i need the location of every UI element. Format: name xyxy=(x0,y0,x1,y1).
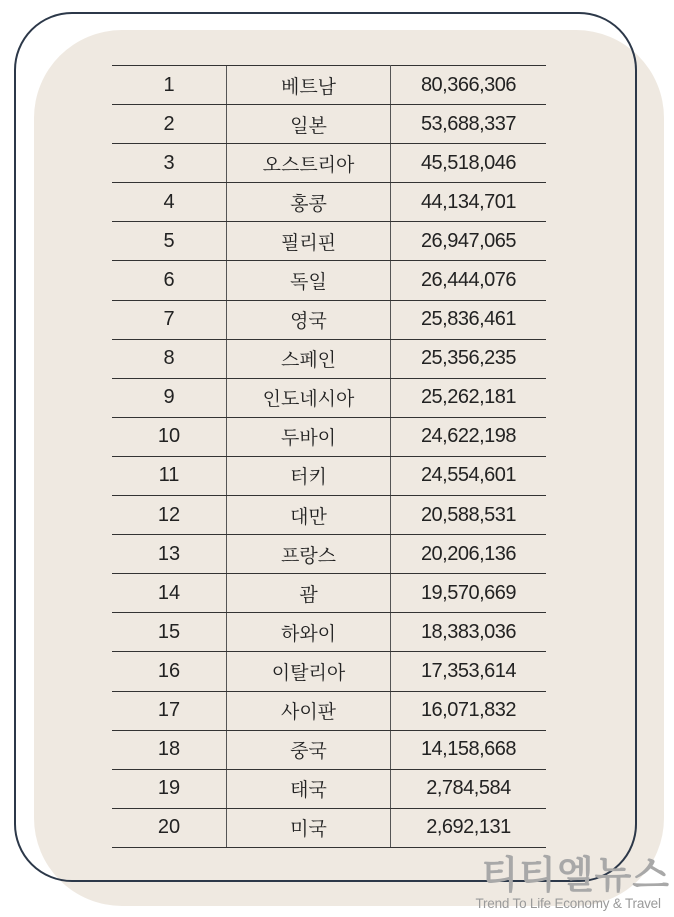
country-cell: 오스트리아 xyxy=(227,144,391,183)
value-cell: 25,356,235 xyxy=(391,339,547,378)
rank-cell: 19 xyxy=(112,769,227,808)
country-cell: 태국 xyxy=(227,769,391,808)
table-row xyxy=(112,730,546,769)
country-cell: 베트남 xyxy=(227,66,391,105)
rank-cell: 12 xyxy=(112,496,227,535)
rank-cell: 8 xyxy=(112,339,227,378)
rank-cell: 18 xyxy=(112,730,227,769)
table-row xyxy=(112,613,546,652)
country-cell: 프랑스 xyxy=(227,535,391,574)
value-cell: 24,622,198 xyxy=(391,417,547,456)
rank-cell: 16 xyxy=(112,652,227,691)
country-cell: 미국 xyxy=(227,808,391,847)
value-cell: 53,688,337 xyxy=(391,105,547,144)
table-row xyxy=(112,222,546,261)
value-cell: 16,071,832 xyxy=(391,691,547,730)
table-row xyxy=(112,105,546,144)
rank-cell: 5 xyxy=(112,222,227,261)
country-cell: 필리핀 xyxy=(227,222,391,261)
value-cell: 25,262,181 xyxy=(391,378,547,417)
rank-cell: 6 xyxy=(112,261,227,300)
table-row xyxy=(112,574,546,613)
rank-cell: 15 xyxy=(112,613,227,652)
value-cell: 24,554,601 xyxy=(391,456,547,495)
table-row xyxy=(112,769,546,808)
rank-cell: 3 xyxy=(112,144,227,183)
table-row xyxy=(112,496,546,535)
table-row xyxy=(112,691,546,730)
rank-cell: 1 xyxy=(112,66,227,105)
table-row xyxy=(112,378,546,417)
table-row xyxy=(112,144,546,183)
ranking-table-body xyxy=(112,66,546,848)
value-cell: 14,158,668 xyxy=(391,730,547,769)
value-cell: 20,206,136 xyxy=(391,535,547,574)
country-cell: 스페인 xyxy=(227,339,391,378)
table-row xyxy=(112,300,546,339)
ranking-table xyxy=(112,65,546,848)
table-row xyxy=(112,808,546,847)
table-row xyxy=(112,66,546,105)
country-cell: 인도네시아 xyxy=(227,378,391,417)
country-cell: 이탈리아 xyxy=(227,652,391,691)
value-cell: 45,518,046 xyxy=(391,144,547,183)
table-row xyxy=(112,535,546,574)
country-cell: 사이판 xyxy=(227,691,391,730)
country-cell: 두바이 xyxy=(227,417,391,456)
watermark-subtitle: Trend To Life Economy & Travel xyxy=(475,896,661,911)
country-cell: 괌 xyxy=(227,574,391,613)
country-cell: 일본 xyxy=(227,105,391,144)
value-cell: 80,366,306 xyxy=(391,66,547,105)
rank-cell: 10 xyxy=(112,417,227,456)
watermark-title: 티티엘뉴스 xyxy=(481,853,670,897)
country-cell: 터키 xyxy=(227,456,391,495)
rank-cell: 4 xyxy=(112,183,227,222)
rank-cell: 11 xyxy=(112,456,227,495)
value-cell: 26,444,076 xyxy=(391,261,547,300)
table-row xyxy=(112,417,546,456)
table-row xyxy=(112,183,546,222)
value-cell: 26,947,065 xyxy=(391,222,547,261)
value-cell: 44,134,701 xyxy=(391,183,547,222)
value-cell: 18,383,036 xyxy=(391,613,547,652)
table-row xyxy=(112,456,546,495)
country-cell: 홍콩 xyxy=(227,183,391,222)
watermark-logo xyxy=(475,853,670,911)
value-cell: 19,570,669 xyxy=(391,574,547,613)
rank-cell: 7 xyxy=(112,300,227,339)
country-cell: 독일 xyxy=(227,261,391,300)
table-row xyxy=(112,261,546,300)
rank-cell: 2 xyxy=(112,105,227,144)
value-cell: 2,784,584 xyxy=(391,769,547,808)
table-row xyxy=(112,652,546,691)
country-cell: 중국 xyxy=(227,730,391,769)
rank-cell: 13 xyxy=(112,535,227,574)
rank-cell: 20 xyxy=(112,808,227,847)
country-cell: 영국 xyxy=(227,300,391,339)
table-row xyxy=(112,339,546,378)
rank-cell: 17 xyxy=(112,691,227,730)
value-cell: 25,836,461 xyxy=(391,300,547,339)
value-cell: 17,353,614 xyxy=(391,652,547,691)
value-cell: 2,692,131 xyxy=(391,808,547,847)
country-cell: 대만 xyxy=(227,496,391,535)
value-cell: 20,588,531 xyxy=(391,496,547,535)
country-cell: 하와이 xyxy=(227,613,391,652)
rank-cell: 9 xyxy=(112,378,227,417)
rank-cell: 14 xyxy=(112,574,227,613)
